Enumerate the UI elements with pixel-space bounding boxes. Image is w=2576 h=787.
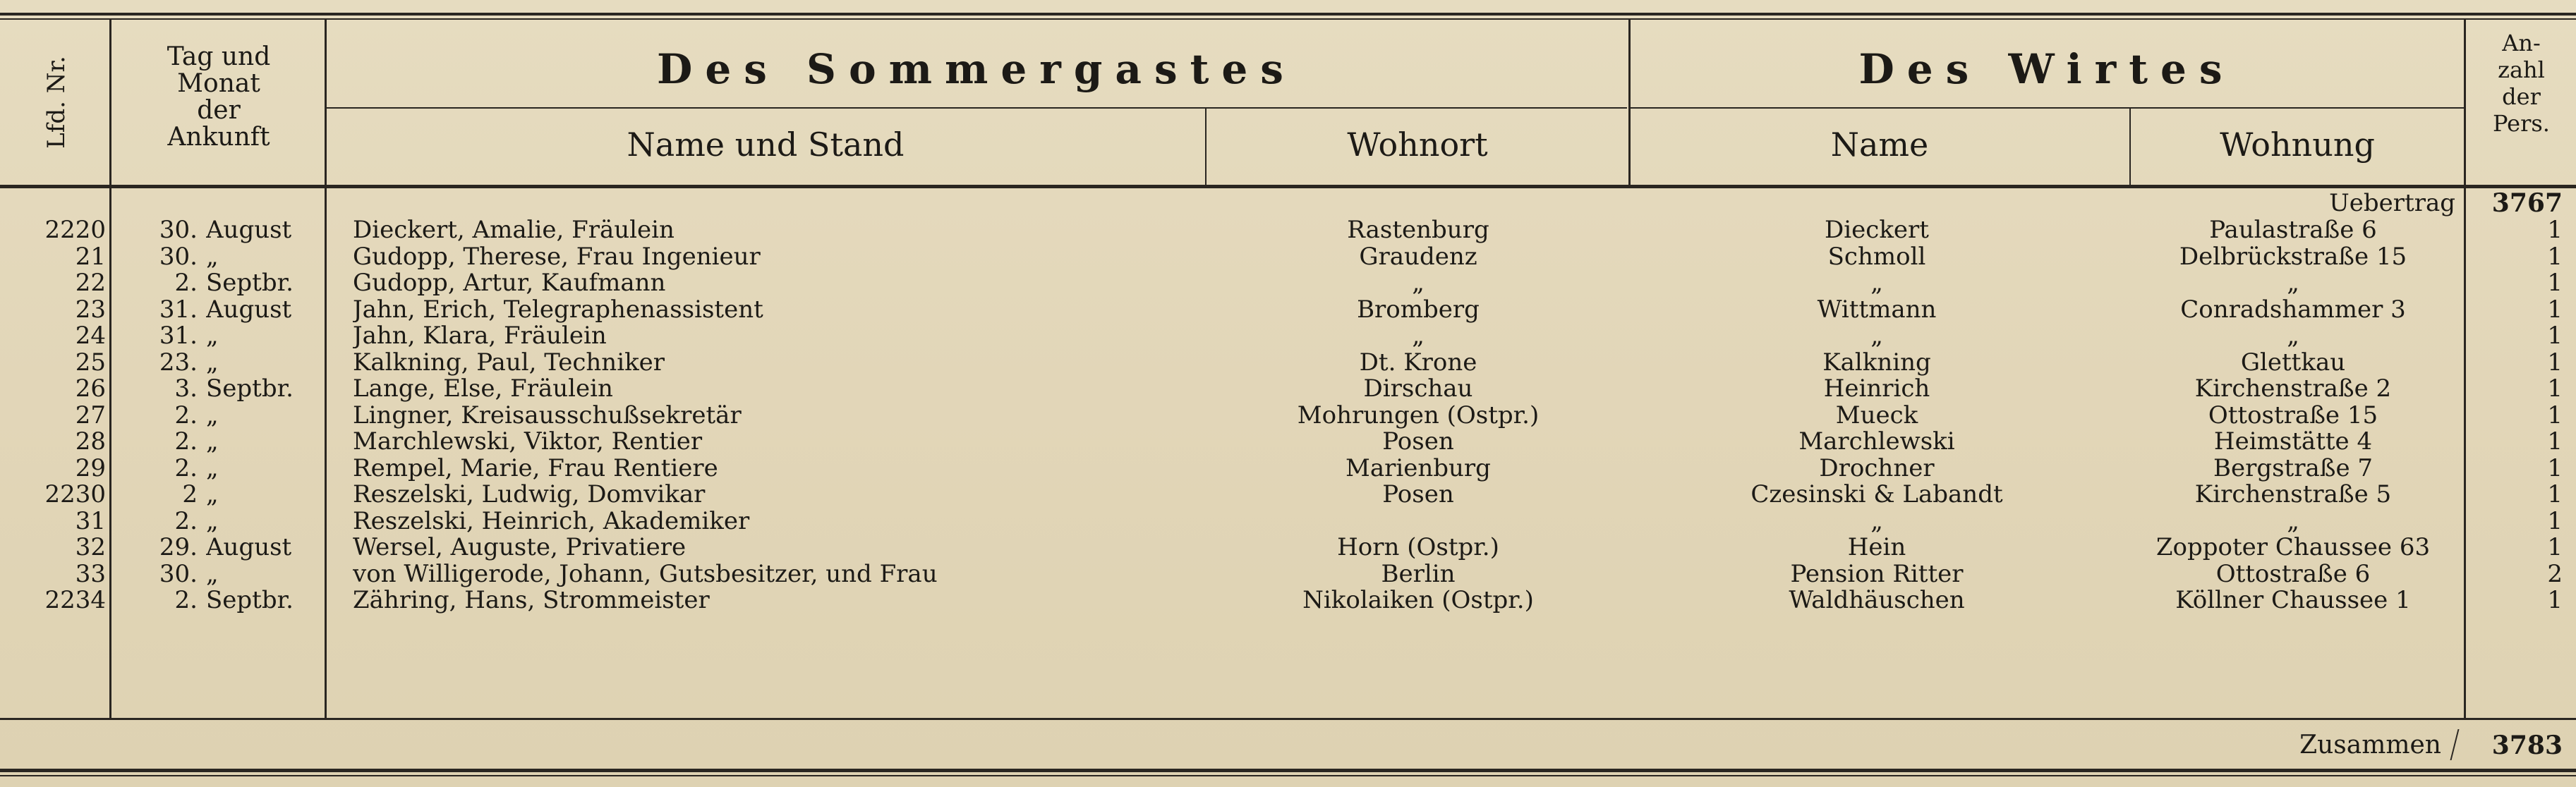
row-anzahl: 1 bbox=[2547, 455, 2563, 482]
row-wohnung: Ottostraße 6 bbox=[2215, 561, 2371, 587]
zusammen-value: 3783 bbox=[2491, 731, 2563, 760]
row-wohnung: Kirchenstraße 2 bbox=[2194, 376, 2392, 402]
row-wohnung: „ bbox=[2287, 323, 2299, 349]
header-name-stand: Name und Stand bbox=[627, 126, 905, 164]
table-row bbox=[0, 297, 2576, 323]
row-day: 2. bbox=[174, 508, 198, 535]
row-nr: 2230 bbox=[44, 482, 106, 508]
row-nr: 27 bbox=[75, 402, 106, 429]
row-anzahl: 1 bbox=[2547, 482, 2563, 508]
row-month: „ bbox=[206, 243, 219, 270]
row-anzahl: 1 bbox=[2547, 323, 2563, 349]
row-month: August bbox=[206, 296, 292, 323]
row-day: 2. bbox=[174, 270, 198, 296]
row-wohnung: „ bbox=[2287, 508, 2299, 535]
row-month: „ bbox=[206, 402, 219, 429]
row-name: Gudopp, Artur, Kaufmann bbox=[353, 270, 666, 296]
row-nr: 33 bbox=[75, 561, 106, 587]
row-wohnung: Delbrückstraße 15 bbox=[2179, 243, 2407, 270]
table-row bbox=[0, 350, 2576, 376]
subheader-rule-host bbox=[1630, 107, 2464, 109]
row-day: 30. bbox=[159, 217, 198, 243]
row-month: Septbr. bbox=[206, 376, 294, 402]
row-wohnung: Ottostraße 15 bbox=[2208, 402, 2378, 429]
row-wohnort: Rastenburg bbox=[1347, 217, 1489, 243]
row-wohnung: Köllner Chaussee 1 bbox=[2175, 587, 2411, 614]
row-month: „ bbox=[206, 349, 219, 376]
row-name: Jahn, Klara, Fräulein bbox=[353, 323, 607, 349]
header-anzahl-line3: der bbox=[2502, 83, 2541, 110]
row-anzahl: 1 bbox=[2547, 587, 2563, 614]
row-nr: 2234 bbox=[44, 587, 106, 614]
row-wirt: „ bbox=[1870, 508, 1883, 535]
row-day: 31. bbox=[159, 323, 198, 349]
row-anzahl: 1 bbox=[2547, 296, 2563, 323]
row-month: Septbr. bbox=[206, 270, 294, 296]
row-name: Jahn, Erich, Telegraphenassistent bbox=[353, 296, 763, 323]
row-name: Lingner, Kreisausschußsekretär bbox=[353, 402, 742, 429]
header-date bbox=[116, 44, 321, 151]
row-wohnort: Mohrungen (Ostpr.) bbox=[1297, 402, 1540, 429]
row-month: „ bbox=[206, 482, 219, 508]
row-wohnort: Bromberg bbox=[1357, 296, 1480, 323]
row-wirt: Pension Ritter bbox=[1790, 561, 1964, 587]
row-wohnort: Graudenz bbox=[1359, 243, 1477, 270]
row-anzahl: 2 bbox=[2547, 561, 2563, 587]
row-day: 3. bbox=[174, 376, 198, 402]
row-wohnort: Dirschau bbox=[1363, 376, 1473, 402]
row-name: Zähring, Hans, Strommeister bbox=[353, 587, 710, 614]
top-rule-thin bbox=[0, 18, 2576, 20]
row-name: Kalkning, Paul, Techniker bbox=[353, 349, 665, 376]
header-group-host: Des Wirtes bbox=[1858, 45, 2235, 93]
row-wohnung: Paulastraße 6 bbox=[2209, 217, 2377, 243]
table-row bbox=[0, 561, 2576, 587]
row-day: 2. bbox=[174, 402, 198, 429]
row-wohnung: „ bbox=[2287, 270, 2299, 296]
row-name: Lange, Else, Fräulein bbox=[353, 376, 613, 402]
row-wohnung: Heimstätte 4 bbox=[2213, 429, 2373, 455]
row-wirt: Heinrich bbox=[1823, 376, 1930, 402]
table-row bbox=[0, 587, 2576, 614]
row-wirt: Mueck bbox=[1835, 402, 1918, 429]
row-wirt: Wittmann bbox=[1817, 296, 1937, 323]
footer-rule bbox=[0, 769, 2576, 772]
row-wohnort: Posen bbox=[1382, 429, 1454, 455]
header-anzahl bbox=[2467, 30, 2576, 137]
header-date-line4: Ankunft bbox=[167, 123, 270, 151]
row-anzahl: 1 bbox=[2547, 217, 2563, 243]
row-nr: 29 bbox=[75, 455, 106, 482]
table-row bbox=[0, 456, 2576, 482]
row-anzahl: 1 bbox=[2547, 376, 2563, 402]
header-anzahl-line1: An- bbox=[2502, 30, 2541, 56]
row-wohnort: Berlin bbox=[1381, 561, 1456, 587]
row-day: 31. bbox=[159, 296, 198, 323]
row-name: von Willigerode, Johann, Gutsbesitzer, und Frau bbox=[353, 561, 938, 587]
table-row bbox=[0, 244, 2576, 270]
table-row bbox=[0, 508, 2576, 535]
table-row bbox=[0, 429, 2576, 455]
row-wohnort: Nikolaiken (Ostpr.) bbox=[1302, 587, 1534, 614]
row-day: 2 bbox=[182, 482, 198, 508]
uebertrag-label: Uebertrag bbox=[2329, 189, 2455, 217]
row-wirt: „ bbox=[1870, 323, 1883, 349]
row-wohnung: Conradshammer 3 bbox=[2180, 296, 2406, 323]
row-wirt: Waldhäuschen bbox=[1789, 587, 1965, 614]
table-row bbox=[0, 270, 2576, 296]
row-month: August bbox=[206, 535, 292, 561]
row-month: „ bbox=[206, 323, 219, 349]
row-nr: 24 bbox=[75, 323, 106, 349]
row-day: 2. bbox=[174, 429, 198, 455]
header-anzahl-line4: Pers. bbox=[2493, 110, 2550, 137]
row-nr: 2220 bbox=[44, 217, 106, 243]
table-row bbox=[0, 535, 2576, 561]
row-anzahl: 1 bbox=[2547, 508, 2563, 535]
row-nr: 21 bbox=[75, 243, 106, 270]
row-wirt: Drochner bbox=[1819, 455, 1935, 482]
header-date-line3: der bbox=[197, 96, 241, 125]
header-anzahl-line2: zahl bbox=[2498, 56, 2545, 83]
row-wohnung: Kirchenstraße 5 bbox=[2194, 482, 2392, 508]
row-wirt: Marchlewski bbox=[1798, 429, 1955, 455]
uebertrag-value: 3767 bbox=[2491, 189, 2563, 217]
row-wirt: „ bbox=[1870, 270, 1883, 296]
zusammen-label: Zusammen bbox=[2299, 731, 2441, 759]
row-nr: 23 bbox=[75, 296, 106, 323]
subheader-rule-guest bbox=[326, 107, 1627, 109]
row-name: Reszelski, Ludwig, Domvikar bbox=[353, 482, 706, 508]
row-anzahl: 1 bbox=[2547, 535, 2563, 561]
row-wohnort: „ bbox=[1412, 323, 1425, 349]
row-nr: 32 bbox=[75, 535, 106, 561]
table-row bbox=[0, 323, 2576, 349]
row-nr: 28 bbox=[75, 429, 106, 455]
row-wohnort: Dt. Krone bbox=[1359, 349, 1477, 376]
row-wirt: Hein bbox=[1847, 535, 1906, 561]
row-month: August bbox=[206, 217, 292, 243]
row-name: Rempel, Marie, Frau Rentiere bbox=[353, 455, 718, 482]
table-row bbox=[0, 217, 2576, 243]
table-row bbox=[0, 376, 2576, 402]
row-wohnung: Bergstraße 7 bbox=[2213, 455, 2374, 482]
row-nr: 26 bbox=[75, 376, 106, 402]
header-wohnort: Wohnort bbox=[1347, 126, 1488, 164]
row-name: Dieckert, Amalie, Fräulein bbox=[353, 217, 675, 243]
row-anzahl: 1 bbox=[2547, 402, 2563, 429]
row-name: Reszelski, Heinrich, Akademiker bbox=[353, 508, 750, 535]
row-day: 29. bbox=[159, 535, 198, 561]
table-row bbox=[0, 403, 2576, 429]
row-wohnung: Glettkau bbox=[2240, 349, 2346, 376]
row-anzahl: 1 bbox=[2547, 270, 2563, 296]
header-group-guest: Des Sommergastes bbox=[657, 45, 1296, 93]
header-bottom-rule bbox=[0, 185, 2576, 188]
row-month: „ bbox=[206, 508, 219, 535]
footer-rule-thin bbox=[0, 775, 2576, 776]
zusammen-slash bbox=[2450, 729, 2460, 760]
row-day: 23. bbox=[159, 349, 198, 376]
header-date-line2: Monat bbox=[177, 69, 260, 98]
row-wohnort: „ bbox=[1412, 270, 1425, 296]
row-month: „ bbox=[206, 455, 219, 482]
row-wohnort: Horn (Ostpr.) bbox=[1337, 535, 1499, 561]
row-month: „ bbox=[206, 429, 219, 455]
row-wirt: Kalkning bbox=[1822, 349, 1931, 376]
row-day: 30. bbox=[159, 561, 198, 587]
row-wirt: Schmoll bbox=[1827, 243, 1926, 270]
table-row bbox=[0, 482, 2576, 508]
row-month: „ bbox=[206, 561, 219, 587]
row-month: Septbr. bbox=[206, 587, 294, 614]
row-nr: 22 bbox=[75, 270, 106, 296]
top-rule bbox=[0, 13, 2576, 16]
body-bottom-rule bbox=[0, 718, 2576, 720]
row-day: 30. bbox=[159, 243, 198, 270]
row-wohnort: Posen bbox=[1382, 482, 1454, 508]
row-anzahl: 1 bbox=[2547, 243, 2563, 270]
header-lfd-nr: Lfd. Nr. bbox=[42, 56, 71, 149]
row-wohnung: Zoppoter Chaussee 63 bbox=[2155, 535, 2431, 561]
header-wirt-name: Name bbox=[1830, 126, 1929, 164]
row-day: 2. bbox=[174, 455, 198, 482]
header-wohnung: Wohnung bbox=[2220, 126, 2375, 164]
row-name: Marchlewski, Viktor, Rentier bbox=[353, 429, 703, 455]
header-date-line1: Tag und bbox=[167, 44, 271, 71]
row-anzahl: 1 bbox=[2547, 429, 2563, 455]
row-name: Gudopp, Therese, Frau Ingenieur bbox=[353, 243, 761, 270]
row-anzahl: 1 bbox=[2547, 349, 2563, 376]
row-nr: 25 bbox=[75, 349, 106, 376]
row-day: 2. bbox=[174, 587, 198, 614]
row-wirt: Czesinski & Labandt bbox=[1750, 482, 2003, 508]
row-wohnort: Marienburg bbox=[1346, 455, 1491, 482]
row-nr: 31 bbox=[75, 508, 106, 535]
row-wirt: Dieckert bbox=[1825, 217, 1929, 243]
row-name: Wersel, Auguste, Privatiere bbox=[353, 535, 687, 561]
